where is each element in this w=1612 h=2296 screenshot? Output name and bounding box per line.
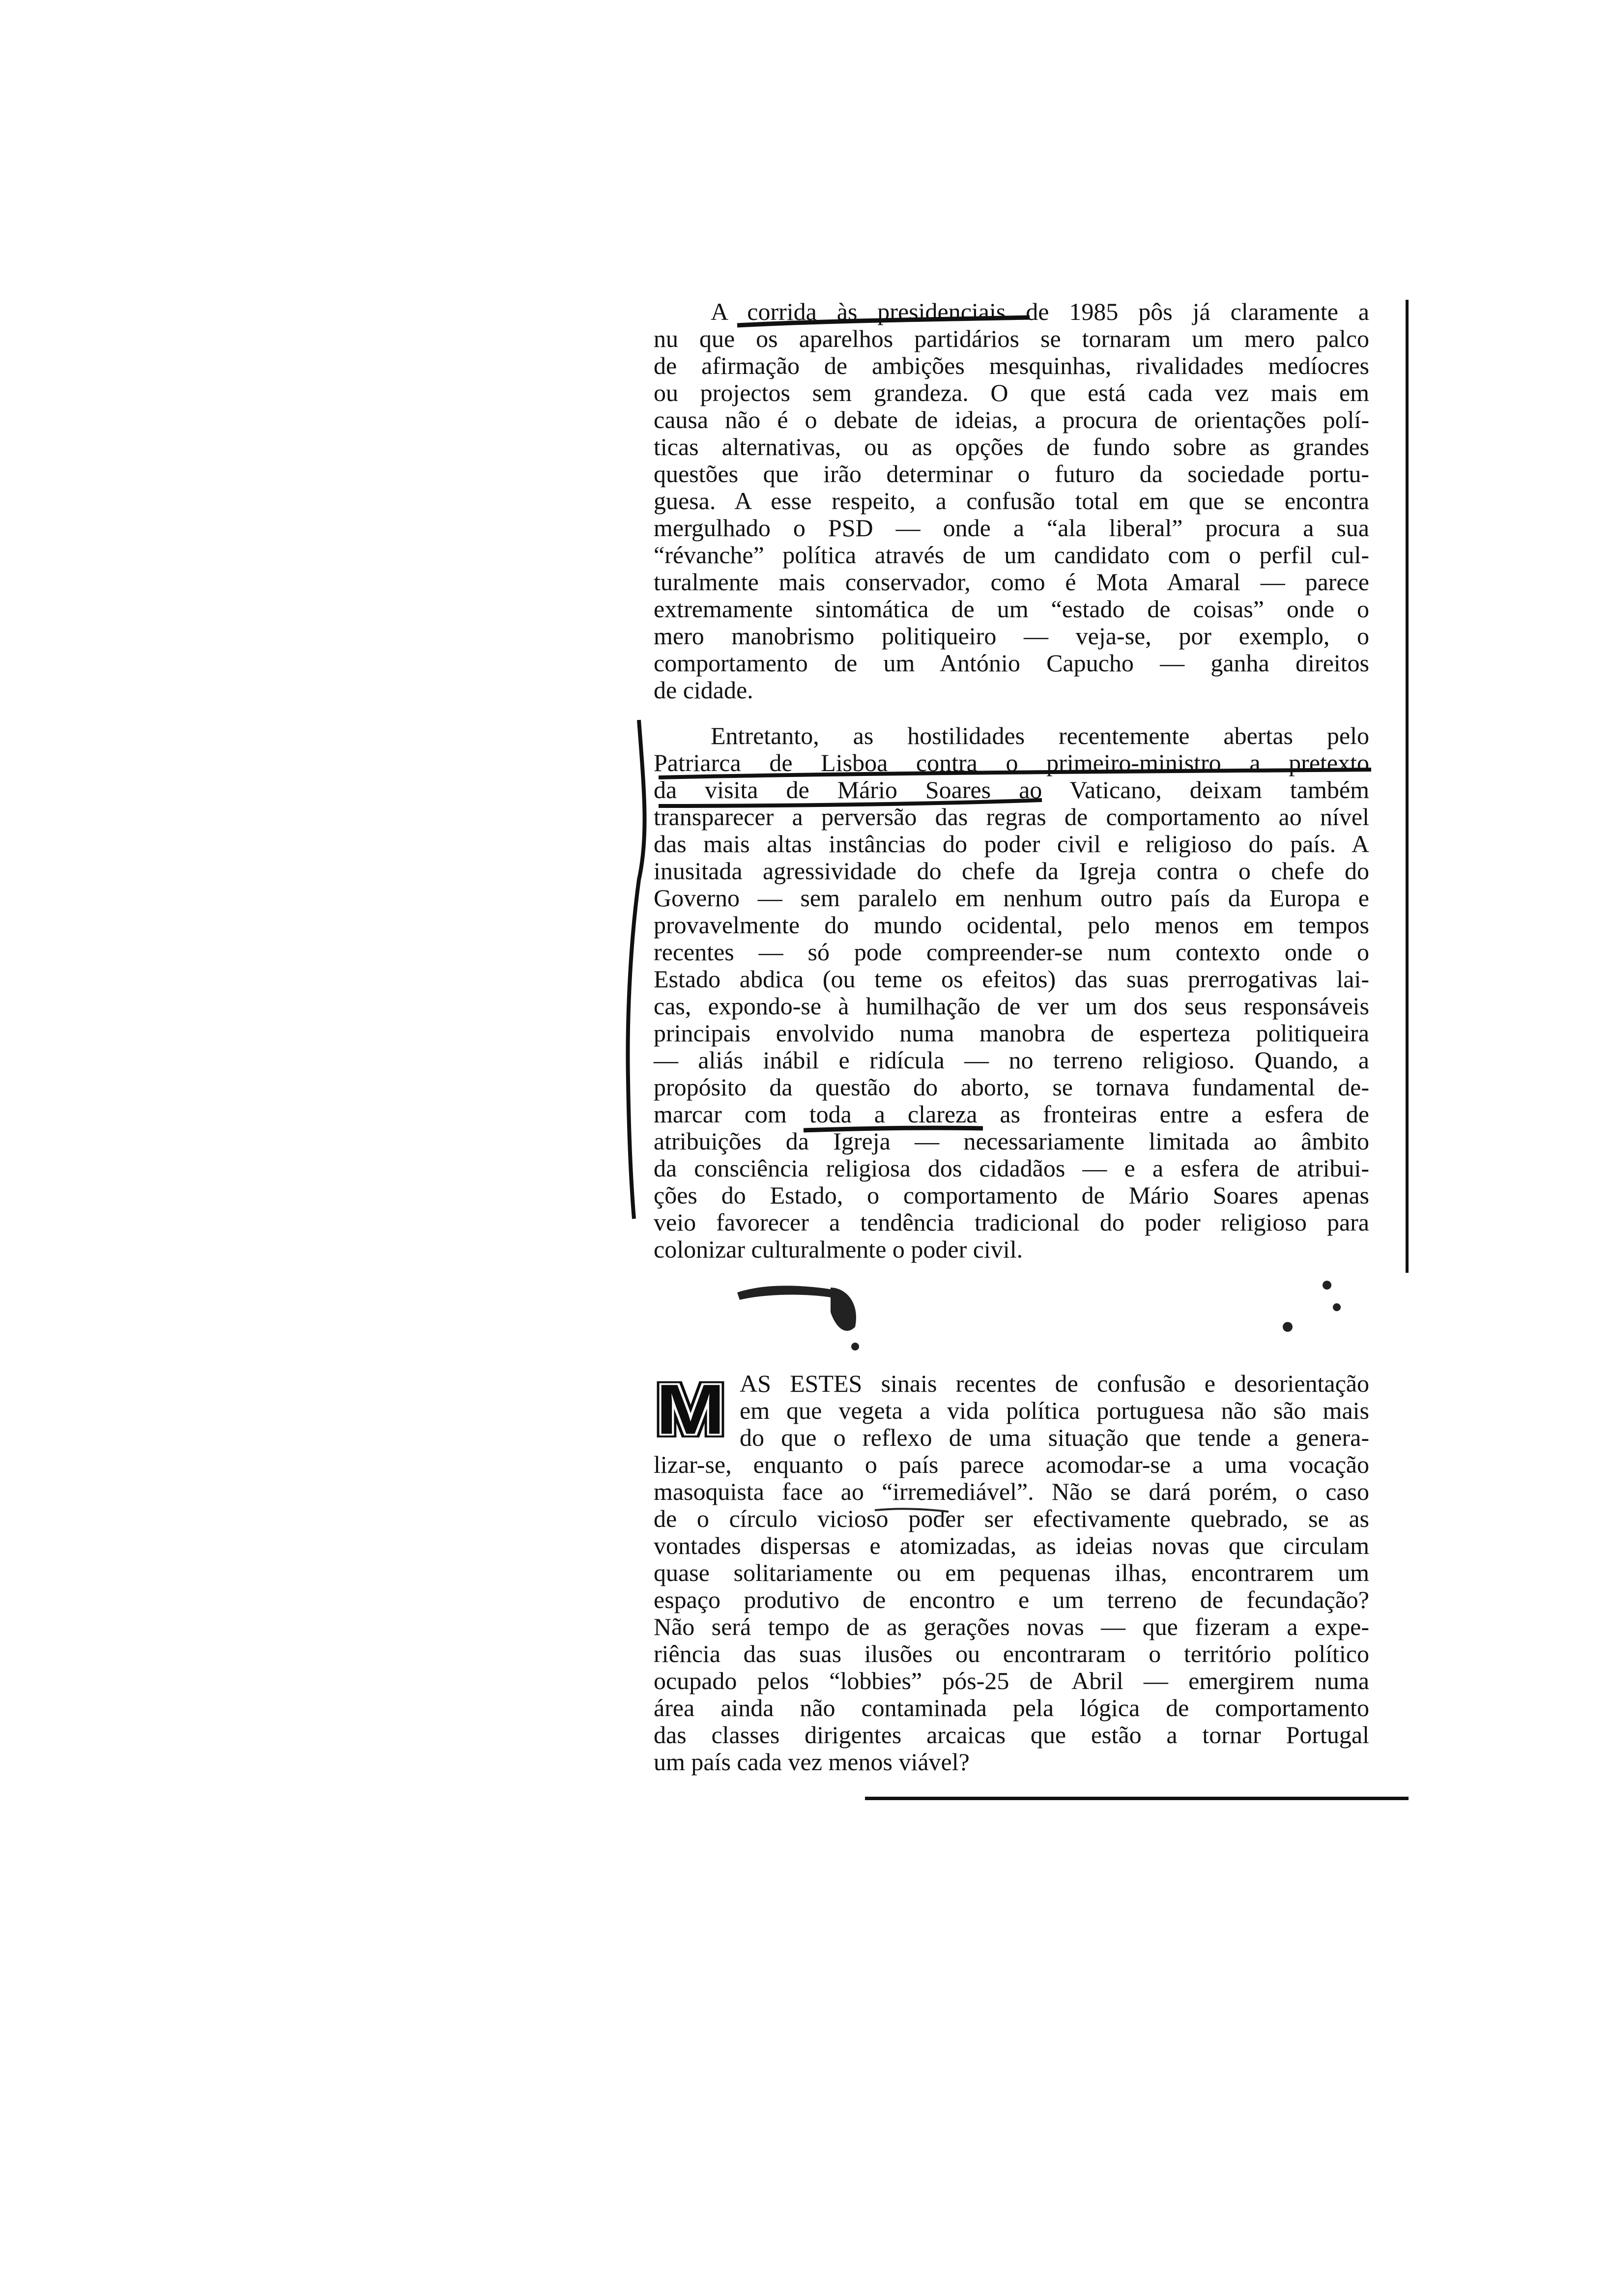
text-line: cas, expondo-se à humilhação de ver um dos seus responsáveis [654, 992, 1369, 1020]
text-line: AS ESTES sinais recentes de confusão e desorientação [740, 1370, 1369, 1397]
text-line: propósito da questão do aborto, se tornava fundamental de- [654, 1073, 1369, 1101]
text-line: área ainda não contaminada pela lógica de comportamento [654, 1694, 1369, 1722]
text-line: riência das suas ilusões ou encontraram o território político [654, 1640, 1369, 1667]
text-line: de afirmação de ambições mesquinhas, rivalidades medíocres [654, 352, 1369, 379]
margin-bracket [628, 720, 644, 1219]
text-line: provavelmente do mundo ocidental, pelo menos em tempos [654, 911, 1369, 939]
paragraph-3 [654, 1370, 1369, 1776]
text-line: extremamente sintomática de um “estado de coisas” onde o [654, 595, 1369, 623]
text-line: um país cada vez menos viável? [654, 1748, 970, 1776]
text-line: ções do Estado, o comportamento de Mário Soares apenas [654, 1181, 1369, 1209]
text-line: — aliás inábil e ridícula — no terreno religioso. Quando, a [654, 1046, 1369, 1074]
text-line: ticas alternativas, ou as opções de fundo sobre as grandes [654, 433, 1369, 460]
text-line: comportamento de um António Capucho — ganha direitos [654, 649, 1369, 677]
text-line: Não será tempo de as gerações novas — que fizeram a expe- [654, 1613, 1369, 1640]
text-line: ou projectos sem grandeza. O que está cada vez mais em [654, 379, 1369, 406]
text-line: colonizar culturalmente o poder civil. [654, 1235, 1023, 1263]
text-line: vontades dispersas e atomizadas, as ideias novas que circulam [654, 1532, 1369, 1559]
text-line: mero manobrismo politiqueiro — veja-se, por exemplo, o [654, 622, 1369, 650]
column-rule-bottom [865, 1797, 1409, 1800]
text-line: turalmente mais conservador, como é Mota Amaral — parece [654, 568, 1369, 596]
text-line: questões que irão determinar o futuro da sociedade portu- [654, 460, 1369, 488]
text-line: nu que os aparelhos partidários se tornaram um mero palco [654, 325, 1369, 352]
paragraph-1 [654, 298, 1369, 704]
text-line: de cidade. [654, 676, 753, 704]
text-line: transparecer a perversão das regras de comportamento ao nível [654, 803, 1369, 831]
drop-cap: M [656, 1371, 725, 1449]
text-line: de o círculo vicioso poder ser efectivamente quebrado, se as [654, 1505, 1369, 1532]
text-line: marcar com toda a clareza as fronteiras entre a esfera de [654, 1100, 1369, 1128]
drop-cap-letter [654, 1371, 727, 1450]
text-line: do que o reflexo de uma situação que tende a genera- [740, 1424, 1369, 1451]
text-line: da consciência religiosa dos cidadãos — e a esfera de atribui- [654, 1154, 1369, 1182]
text-line: da visita de Mário Soares ao Vaticano, deixam também [654, 776, 1369, 804]
text-line: veio favorecer a tendência tradicional do poder religioso para [654, 1208, 1369, 1236]
column-rule-vertical [1406, 300, 1409, 1273]
text-line: A corrida às presidenciais de 1985 pôs já claramente a [711, 298, 1369, 325]
text-line: Estado abdica (ou teme os efeitos) das suas prerrogativas lai- [654, 965, 1369, 993]
text-line: espaço produtivo de encontro e um terreno de fecundação? [654, 1586, 1369, 1613]
text-line: quase solitariamente ou em pequenas ilhas, encontrarem um [654, 1559, 1369, 1586]
text-line: guesa. A esse respeito, a confusão total em que se encontra [654, 487, 1369, 515]
text-line: Patriarca de Lisboa contra o primeiro-ministro a pretexto [654, 749, 1369, 776]
text-line: das mais altas instâncias do poder civil e religioso do país. A [654, 830, 1369, 858]
text-line: principais envolvido numa manobra de esperteza politiqueira [654, 1019, 1369, 1047]
text-line: recentes — só pode compreender-se num contexto onde o [654, 938, 1369, 966]
text-line: causa não é o debate de ideias, a procura de orientações polí- [654, 406, 1369, 433]
text-line: “révanche” política através de um candidato com o perfil cul- [654, 541, 1369, 569]
text-line: Governo — sem paralelo em nenhum outro país da Europa e [654, 884, 1369, 912]
text-line: das classes dirigentes arcaicas que estão a tornar Portugal [654, 1721, 1369, 1749]
text-line: lizar-se, enquanto o país parece acomodar-se a uma vocação [654, 1451, 1369, 1478]
text-line: mergulhado o PSD — onde a “ala liberal” procura a sua [654, 514, 1369, 542]
text-line: masoquista face ao “irremediável”. Não se dará porém, o caso [654, 1478, 1369, 1505]
text-line: Entretanto, as hostilidades recentemente abertas pelo [711, 722, 1369, 749]
text-line: atribuições da Igreja — necessariamente limitada ao âmbito [654, 1127, 1369, 1155]
text-line: em que vegeta a vida política portuguesa não são mais [740, 1397, 1369, 1424]
paragraph-2 [654, 722, 1369, 1263]
text-line: ocupado pelos “lobbies” pós-25 de Abril — emergirem numa [654, 1667, 1369, 1694]
text-line: inusitada agressividade do chefe da Igreja contra o chefe do [654, 857, 1369, 885]
